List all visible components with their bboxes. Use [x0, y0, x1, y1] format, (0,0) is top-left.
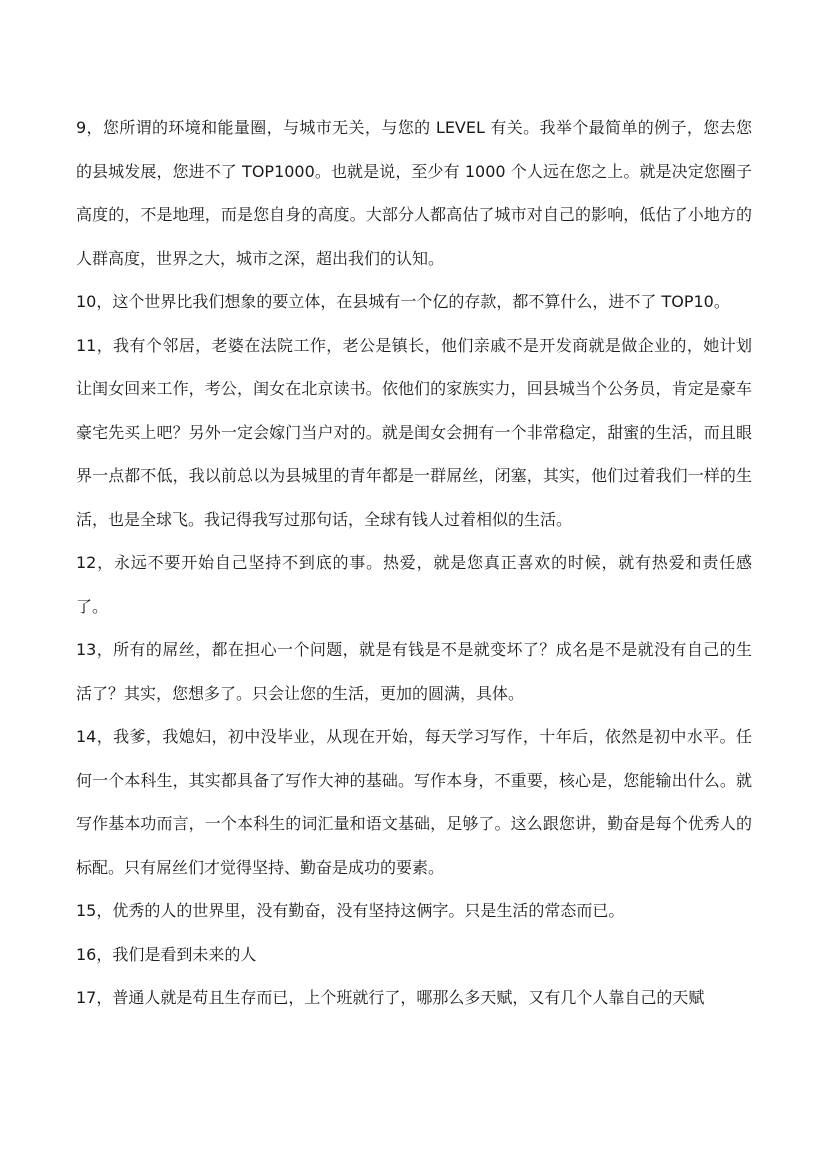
paragraph-14: 14，我爹，我媳妇，初中没毕业，从现在开始，每天学习写作，十年后，依然是初中水平。任何一个本科生，其实都具备了写作大神的基础。写作本身，不重要，核心是，您能输出什么。就写作基本功而言，一个本科生的词汇量和语文基础，足够了。这么跟您讲，勤奋是每个优秀人的标配。只有屌丝们才觉得坚持、勤奋是成功的要素。 — [76, 727, 752, 877]
paragraph-9: 9，您所谓的环境和能量圈，与城市无关，与您的 LEVEL 有关。我举个最简单的例子，您去您的县城发展，您进不了 TOP1000。也就是说，至少有 1000 个人远在您之上。就是决定您圈子高度的，不是地理，而是您自身的高度。大部分人都高估了城市对自己的影响，低估了小地方的人群高度，世界之大，城市之深，超出我们的认知。 — [76, 118, 752, 268]
paragraph-17: 17，普通人就是苟且生存而已，上个班就行了，哪那么多天赋，又有几个人靠自己的天赋 — [76, 988, 705, 1007]
paragraph-13: 13，所有的屌丝，都在担心一个问题，就是有钱是不是就变坏了？成名是不是就没有自己的生活了？其实，您想多了。只会让您的生活，更加的圆满，具体。 — [76, 640, 752, 703]
paragraph-11: 11，我有个邻居，老婆在法院工作，老公是镇长，他们亲戚不是开发商就是做企业的，她计划让闺女回来工作，考公，闺女在北京读书。依他们的家族实力，回县城当个公务员，肯定是豪车豪宅先买上吧？另外一定会嫁门当户对的。就是闺女会拥有一个非常稳定，甜蜜的生活，而且眼界一点都不低，我以前总以为县城里的青年都是一群屌丝，闭塞，其实，他们过着我们一样的生活，也是全球飞。我记得我写过那句话，全球有钱人过着相似的生活。 — [76, 335, 752, 529]
document-body — [76, 106, 752, 1020]
paragraph-10: 10，这个世界比我们想象的要立体，在县城有一个亿的存款，都不算什么，进不了 TOP10。 — [76, 292, 730, 311]
paragraph-16: 16，我们是看到未来的人 — [76, 944, 257, 964]
paragraph-15: 15，优秀的人的世界里，没有勤奋，没有坚持这俩字。只是生活的常态而已。 — [76, 901, 625, 920]
paragraph-12: 12，永远不要开始自己坚持不到底的事。热爱，就是您真正喜欢的时候，就有热爱和责任感了。 — [76, 553, 752, 616]
